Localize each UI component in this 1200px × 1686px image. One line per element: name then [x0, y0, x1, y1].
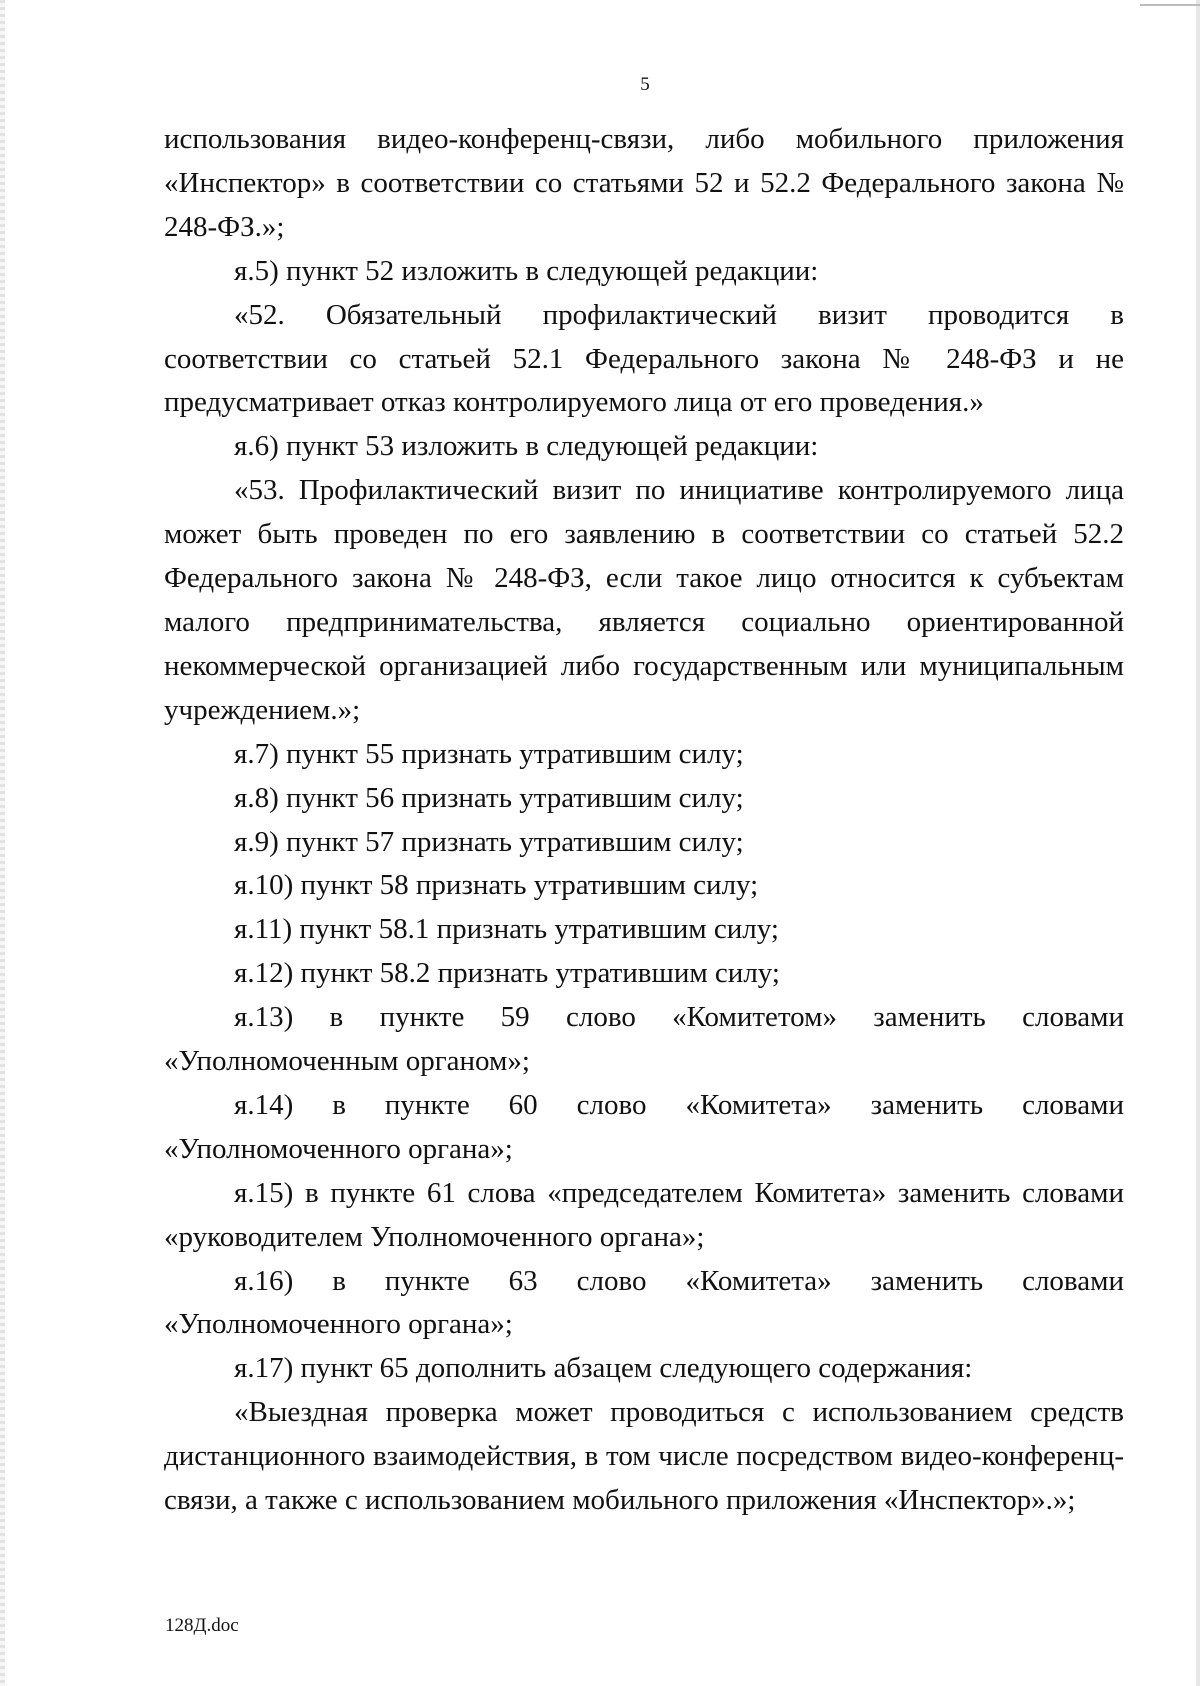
paragraph-item-11: я.11) пункт 58.1 признать утратившим силу; [234, 913, 779, 946]
scan-corner-mark [1140, 4, 1200, 6]
paragraph-item-13: я.13) в пункте 59 слово «Комитетом» заменить словами «Уполномоченным органом»; [164, 1001, 1124, 1078]
paragraph-item-15: я.15) в пункте 61 слова «председателем Комитета» заменить словами «руководителем Уполномоченного органа»; [164, 1176, 1124, 1253]
paragraph-item-10: я.10) пункт 58 признать утратившим силу; [234, 869, 759, 902]
paragraph-continuation: использования видео-конференц-связи, либо мобильного приложения «Инспектор» в соответствии со статьями 52 и 52.2 Федерального закона № 248-ФЗ.»; [164, 123, 1124, 243]
footer-filename: 128Д.doc [165, 1615, 239, 1636]
paragraph-quote-52: «52. Обязательный профилактический визит проводится в соответствии со статьей 52.1 Федерального закона № 248-ФЗ и не предусматривает отказ контролируемого лица от его проведения.» [164, 298, 1124, 419]
paragraph-item-8: я.8) пункт 56 признать утратившим силу; [234, 781, 744, 814]
paragraph-quote-65: «Выездная проверка может проводиться с использованием средств дистанционного взаимодействия, в том числе посредством видео-конференц-связи, а также с использованием мобильного приложения «Инспектор».»; [164, 1396, 1124, 1517]
paragraph-item-14: я.14) в пункте 60 слово «Комитета» заменить словами «Уполномоченного органа»; [164, 1088, 1124, 1165]
page-number: 5 [640, 74, 650, 95]
scan-edge-right [1196, 0, 1200, 1686]
document-body [164, 118, 1124, 1523]
paragraph-item-5: я.5) пункт 52 изложить в следующей редакции: [234, 254, 819, 287]
paragraph-item-9: я.9) пункт 57 признать утратившим силу; [234, 825, 744, 858]
scan-edge-left [0, 0, 5, 1686]
paragraph-item-7: я.7) пункт 55 признать утратившим силу; [234, 737, 744, 770]
paragraph-quote-53: «53. Профилактический визит по инициативе контролируемого лица может быть проведен по его заявлению в соответствии со статьей 52.2 Федерального закона № 248-ФЗ, если такое лицо относится к субъектам малого предпринимательства, является социально ориентированной некоммерческой организацией либо государственным или муниципальным учреждением.»; [164, 474, 1124, 726]
paragraph-item-17: я.17) пункт 65 дополнить абзацем следующего содержания: [234, 1352, 973, 1385]
paragraph-item-6: я.6) пункт 53 изложить в следующей редакции: [234, 430, 819, 463]
paragraph-item-16: я.16) в пункте 63 слово «Комитета» заменить словами «Уполномоченного органа»; [164, 1264, 1124, 1341]
paragraph-item-12: я.12) пункт 58.2 признать утратившим силу; [234, 957, 780, 990]
